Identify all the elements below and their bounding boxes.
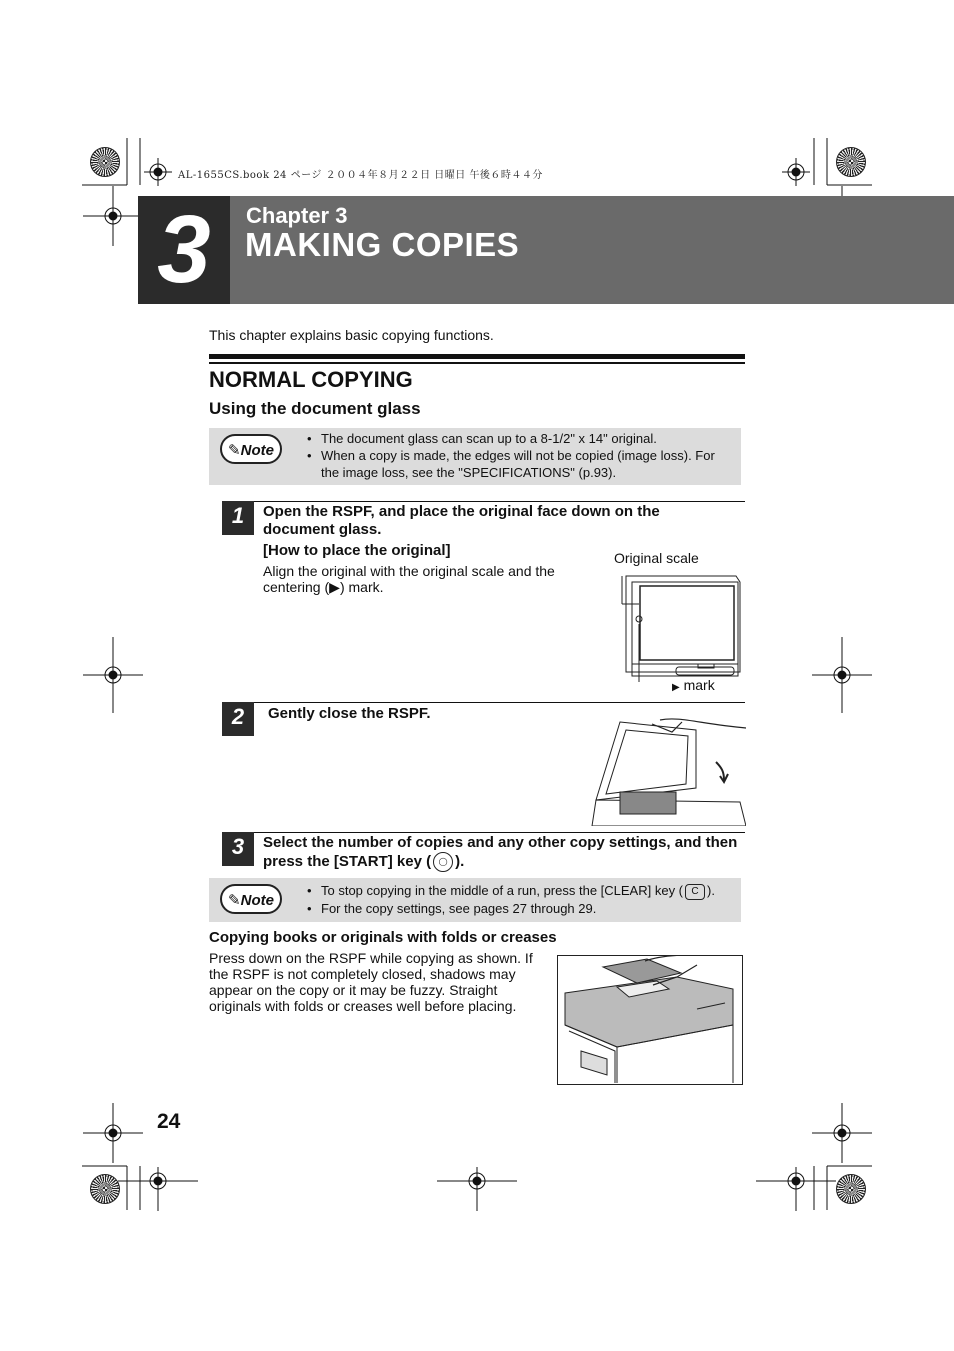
how-to-place-heading: [How to place the original] <box>263 542 451 559</box>
step-rule <box>222 702 745 703</box>
note-item: • When a copy is made, the edges will not be copied (image loss). For the image loss, see the "SPECIFICATIONS" (p.93). <box>307 447 735 481</box>
step-rule <box>222 832 745 833</box>
section-title: NORMAL COPYING <box>209 367 413 392</box>
note-item: • The document glass can scan up to a 8-1/2" x 14" original. <box>307 430 735 447</box>
chapter-title: MAKING COPIES <box>245 226 520 263</box>
document-glass-illustration <box>618 572 748 682</box>
step-number-1: 1 <box>222 501 254 535</box>
note-box-1 <box>209 428 741 485</box>
note-badge: ✎Note <box>220 434 282 464</box>
step-3-text: Select the number of copies and any other copy settings, and then press the [START] key ( ◯ ). <box>263 834 741 872</box>
step-1-text: Open the RSPF, and place the original face down on the document glass. <box>263 503 660 538</box>
chapter-number: 3 <box>138 196 230 304</box>
subsection-title: Using the document glass <box>209 399 421 418</box>
books-text: Press down on the RSPF while copying as shown. If the RSPF is not completely closed, shadows may appear on the copy or it may be fuzzy. Straight originals with folds or creases well before placing. <box>209 950 533 1014</box>
step-1-body: Align the original with the original scale and the centering (▶) mark. <box>263 563 555 595</box>
step-number-2: 2 <box>222 702 254 736</box>
triangle-right-icon: ▶ <box>329 579 340 595</box>
chapter-label: Chapter 3 <box>246 203 348 228</box>
pencil-icon: ✎ <box>228 442 241 459</box>
note-item: • To stop copying in the middle of a run, press the [CLEAR] key ( C ). <box>307 882 735 900</box>
note-badge: ✎Note <box>220 884 282 914</box>
triangle-right-icon: ▶ <box>672 682 680 693</box>
section-rule-thin <box>209 362 745 364</box>
page-number: 24 <box>157 1110 181 1133</box>
close-rspf-illustration <box>590 718 746 826</box>
step-number-3: 3 <box>222 832 254 866</box>
press-rspf-illustration <box>557 955 743 1085</box>
note-box-2 <box>209 878 741 922</box>
note-list <box>307 882 735 917</box>
clear-key-icon: C <box>685 884 705 900</box>
books-heading: Copying books or originals with folds or creases <box>209 929 557 946</box>
pencil-icon: ✎ <box>228 892 241 909</box>
print-header: AL-1655CS.book 24 ページ ２００４年８月２２日 日曜日 午後６時４４分 <box>178 170 543 181</box>
original-scale-caption: Original scale <box>614 550 699 566</box>
mark-caption: ▶ mark <box>672 677 715 693</box>
start-key-icon: ◯ <box>433 852 453 872</box>
note-item: • For the copy settings, see pages 27 through 29. <box>307 900 735 917</box>
note-list <box>307 430 735 481</box>
intro-text: This chapter explains basic copying functions. <box>209 327 494 343</box>
step-2-text: Gently close the RSPF. <box>268 705 431 722</box>
step-rule <box>222 501 745 502</box>
section-rule <box>209 354 745 359</box>
